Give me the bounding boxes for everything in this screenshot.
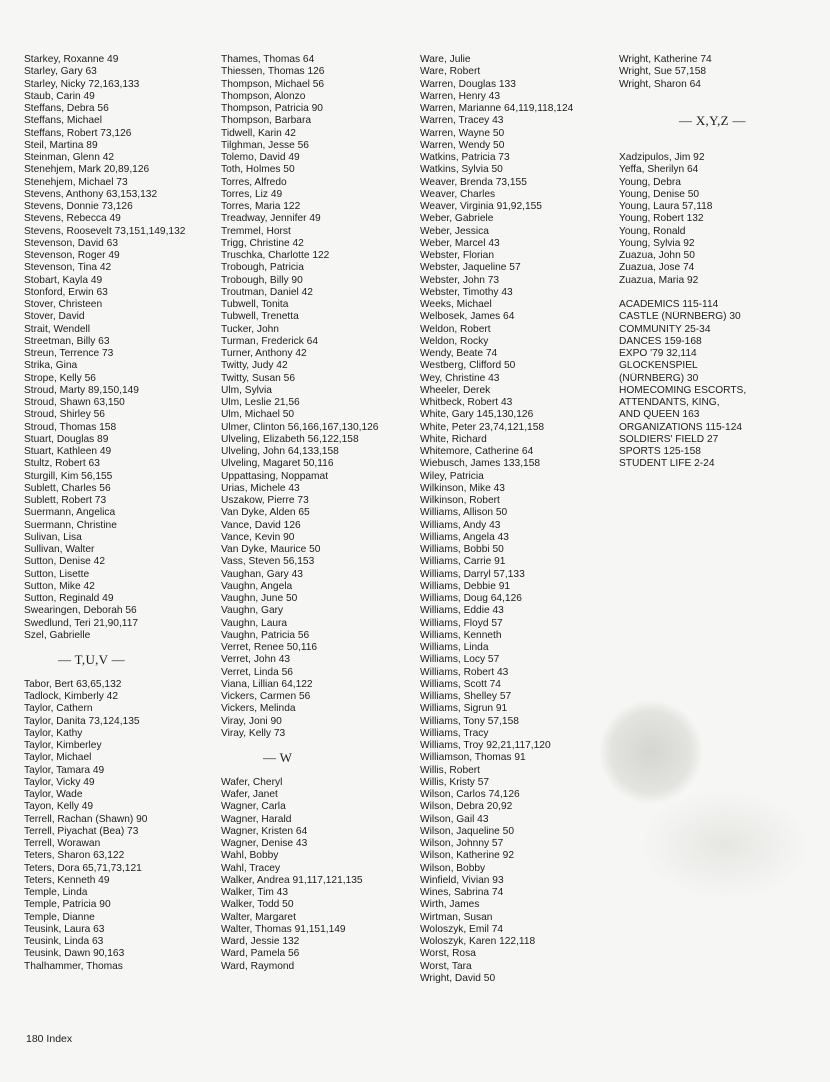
index-entry: Ulveling, John 64,133,158	[221, 446, 339, 457]
spacer	[619, 103, 824, 115]
index-entry: Walker, Todd 50	[221, 899, 294, 911]
index-entry: Stuart, Kathleen 49	[24, 446, 112, 457]
index-entry: Worst, Tara	[420, 960, 472, 972]
index-entry: Weldon, Robert	[420, 323, 491, 335]
index-entry: Walker, Andrea 91,117,121,135	[221, 874, 363, 886]
index-column-3	[420, 54, 615, 985]
index-column-4	[619, 54, 824, 471]
index-entry: Steffans, Robert 73,126	[24, 127, 132, 139]
index-entry: Wilson, Bobby	[420, 862, 486, 874]
index-entry: Viray, Kelly 73	[221, 727, 286, 739]
index-entry: Young, Robert 132	[619, 213, 704, 225]
index-entry: Vance, Kevin 90	[221, 531, 295, 543]
index-entry: Woloszyk, Emil 74	[420, 923, 504, 935]
index-entry: Young, Debra	[619, 176, 681, 188]
index-entry: Stover, Christeen	[24, 299, 103, 310]
index-entry: Suermann, Angelica	[24, 507, 116, 519]
index-entry: Wilson, Gail 43	[420, 813, 489, 825]
index-entry: Vaughn, Patricia 56	[221, 629, 310, 641]
index-entry: DANCES 159-168	[619, 335, 702, 347]
index-entry: Turman, Frederick 64	[221, 335, 318, 347]
index-entry: Taylor, Vicky 49	[24, 776, 95, 788]
index-entry: Vickers, Melinda	[221, 703, 296, 715]
index-entry: Sutton, Denise 42	[24, 556, 105, 568]
index-entry: Wilson, Jaqueline 50	[420, 825, 515, 837]
index-entry: Ware, Julie	[420, 54, 471, 65]
index-entry: SPORTS 125-158	[619, 446, 701, 457]
spacer	[619, 128, 824, 140]
index-entry: Welbosek, James 64	[420, 311, 515, 323]
index-entry: Young, Ronald	[619, 225, 686, 237]
index-entry: Thompson, Barbara	[221, 115, 312, 127]
index-entry: Williams, Troy 92,21,117,120	[420, 740, 551, 751]
index-entry: Urias, Michele 43	[221, 482, 300, 494]
index-entry: Strait, Wendell	[24, 323, 91, 335]
index-entry: Warren, Marianne 64,119,118,124	[420, 103, 574, 114]
index-entry: Wilkinson, Mike 43	[420, 482, 505, 494]
index-entry: Wilkinson, Robert	[420, 495, 500, 506]
page-footer: 180 Index	[26, 1033, 73, 1045]
index-entry: Terrell, Piyachat (Bea) 73	[24, 825, 139, 837]
index-entry: Williams, Linda	[420, 642, 489, 653]
index-entry: Williams, Carrie 91	[420, 556, 506, 568]
index-entry: Williams, Allison 50	[420, 507, 508, 519]
index-entry: Teters, Sharon 63,122	[24, 850, 125, 862]
index-entry: Weeks, Michael	[420, 299, 492, 310]
index-entry: Williams, Tony 57,158	[420, 715, 519, 727]
index-entry: Verret, John 43	[221, 654, 291, 666]
index-entry: Vaughn, Angela	[221, 580, 293, 592]
index-entry: Williams, Eddie 43	[420, 605, 504, 617]
index-entry: Treadway, Jennifer 49	[221, 213, 321, 225]
index-entry: Tidwell, Karin 42	[221, 127, 296, 139]
index-entry: Torres, Liz 49	[221, 188, 283, 200]
index-entry: Sullivan, Walter	[24, 544, 95, 555]
index-entry: Wey, Christine 43	[420, 372, 500, 384]
index-entry: White, Richard	[420, 433, 487, 445]
index-entry: Wilson, Johnny 57	[420, 838, 504, 849]
index-entry: Tayon, Kelly 49	[24, 801, 94, 813]
index-entry: Van Dyke, Maurice 50	[221, 544, 321, 555]
index-entry: Staub, Carin 49	[24, 90, 95, 102]
index-entry: Tabor, Bert 63,65,132	[24, 678, 122, 690]
index-entry: Taylor, Wade	[24, 789, 83, 800]
index-entry: Williams, Robert 43	[420, 666, 509, 678]
index-entry: Strope, Kelly 56	[24, 372, 96, 384]
spacer	[221, 765, 416, 777]
index-entry: Weaver, Brenda 73,155	[420, 176, 527, 188]
index-entry: Szel, Gabrielle	[24, 629, 91, 641]
index-entry: Weber, Jessica	[420, 225, 489, 237]
index-entry: Van Dyke, Alden 65	[221, 507, 310, 519]
index-entry: Wright, David 50	[420, 972, 496, 984]
index-entry: Wines, Sabrina 74	[420, 887, 504, 898]
index-entry: Weaver, Charles	[420, 188, 496, 200]
index-entry: Strika, Gina	[24, 360, 78, 372]
index-entry: Williams, Angela 43	[420, 531, 509, 543]
index-entry: Truschka, Charlotte 122	[221, 250, 330, 261]
index-entry: STUDENT LIFE 2-24	[619, 458, 715, 470]
index-entry: Tolemo, David 49	[221, 152, 300, 163]
index-entry: (NÜRNBERG) 30	[619, 372, 699, 384]
index-entry: White, Gary 145,130,126	[420, 409, 534, 421]
index-entry: Stevens, Roosevelt 73,151,149,132	[24, 225, 186, 237]
index-entry: Weber, Gabriele	[420, 213, 494, 225]
index-entry: Vaughn, June 50	[221, 593, 298, 604]
index-entry: Trobough, Patricia	[221, 262, 304, 274]
spacer	[619, 91, 824, 103]
index-entry: Starkey, Roxanne 49	[24, 54, 119, 65]
index-entry: Whitbeck, Robert 43	[420, 397, 513, 408]
index-entry: Walter, Thomas 91,151,149	[221, 923, 346, 935]
index-column-2	[221, 54, 416, 973]
index-entry: Teters, Dora 65,71,73,121	[24, 862, 142, 874]
index-entry: Webster, Florian	[420, 250, 494, 261]
index-entry: Tubwell, Trenetta	[221, 311, 299, 323]
index-entry: Weber, Marcel 43	[420, 237, 500, 249]
index-entry: Toth, Holmes 50	[221, 164, 295, 176]
section-heading: — T,U,V —	[58, 654, 125, 667]
index-entry: Taylor, Danita 73,124,135	[24, 715, 140, 727]
index-entry: Wafer, Cheryl	[221, 776, 283, 788]
index-entry: Teusink, Dawn 90,163	[24, 948, 125, 960]
index-entry: Taylor, Kimberley	[24, 740, 102, 751]
index-entry: Vickers, Carmen 56	[221, 691, 311, 702]
index-entry: Starley, Nicky 72,163,133	[24, 78, 140, 90]
index-entry: Verret, Renee 50,116	[221, 642, 318, 653]
index-entry: Williams, Darryl 57,133	[420, 568, 525, 580]
index-entry: Steffans, Debra 56	[24, 103, 109, 114]
index-entry: Williams, Floyd 57	[420, 617, 503, 629]
index-entry: White, Peter 23,74,121,158	[420, 421, 545, 433]
index-entry: Ulm, Sylvia	[221, 384, 272, 396]
index-column-1	[24, 54, 214, 973]
index-entry: Stobart, Kayla 49	[24, 274, 103, 286]
index-entry: Teusink, Laura 63	[24, 923, 105, 935]
spacer	[24, 642, 214, 654]
index-entry: Young, Denise 50	[619, 188, 700, 200]
index-entry: Tremmel, Horst	[221, 225, 291, 237]
index-entry: Stuart, Douglas 89	[24, 433, 109, 445]
index-entry: Sutton, Reginald 49	[24, 593, 114, 604]
spacer	[24, 667, 214, 679]
index-entry: Wagner, Kristen 64	[221, 825, 308, 837]
index-entry: Warren, Douglas 133	[420, 78, 516, 90]
index-entry: HOMECOMING ESCORTS,	[619, 384, 747, 396]
index-entry: Wirtman, Susan	[420, 911, 493, 923]
index-entry: Warren, Wayne 50	[420, 127, 505, 139]
index-entry: Stevens, Rebecca 49	[24, 213, 121, 225]
spacer	[221, 740, 416, 752]
index-entry: Thompson, Alonzo	[221, 90, 306, 102]
index-entry: Twitty, Susan 56	[221, 372, 295, 384]
index-entry: Stroud, Shawn 63,150	[24, 397, 125, 408]
index-entry: Ward, Raymond	[221, 960, 295, 972]
index-entry: Stevens, Donnie 73,126	[24, 201, 133, 212]
index-entry: Steil, Martina 89	[24, 139, 98, 151]
index-entry: COMMUNITY 25-34	[619, 323, 711, 335]
index-entry: Williams, Tracy	[420, 727, 489, 739]
index-entry: Temple, Dianne	[24, 911, 95, 923]
index-entry: Watkins, Patricia 73	[420, 152, 510, 163]
index-entry: Vaughn, Laura	[221, 617, 288, 629]
index-entry: Webster, John 73	[420, 274, 500, 286]
index-entry: Stenehjem, Mark 20,89,126	[24, 164, 150, 176]
index-entry: Wahl, Bobby	[221, 850, 279, 862]
index-entry: Ulm, Leslie 21,56	[221, 397, 300, 408]
paper-stain	[640, 790, 810, 900]
index-entry: Taylor, Tamara 49	[24, 764, 105, 776]
index-entry: Wilson, Debra 20,92	[420, 801, 513, 813]
index-entry: Thompson, Patricia 90	[221, 103, 323, 114]
index-entry: Tadlock, Kimberly 42	[24, 691, 118, 702]
index-entry: Swearingen, Deborah 56	[24, 605, 137, 617]
index-entry: Sutton, Lisette	[24, 568, 90, 580]
index-entry: Wright, Sue 57,158	[619, 66, 707, 78]
index-entry: Suermann, Christine	[24, 519, 117, 531]
index-entry: Warren, Tracey 43	[420, 115, 504, 127]
index-entry: Stevens, Anthony 63,153,132	[24, 188, 158, 200]
index-entry: Vass, Steven 56,153	[221, 556, 315, 568]
index-entry: Wright, Katherine 74	[619, 54, 712, 65]
index-entry: Sublett, Robert 73	[24, 495, 107, 506]
index-entry: Thames, Thomas 64	[221, 54, 315, 65]
index-entry: Woloszyk, Karen 122,118	[420, 936, 536, 947]
index-entry: Stroud, Shirley 56	[24, 409, 105, 421]
index-entry: Ulmer, Clinton 56,166,167,130,126	[221, 421, 379, 433]
index-entry: Ulveling, Elizabeth 56,122,158	[221, 433, 359, 445]
index-entry: Ulm, Michael 50	[221, 409, 295, 421]
index-entry: Turner, Anthony 42	[221, 348, 307, 359]
index-entry: Trobough, Billy 90	[221, 274, 303, 286]
index-entry: Vaughn, Gary	[221, 605, 284, 617]
index-entry: Taylor, Cathern	[24, 703, 93, 715]
index-entry: Teusink, Linda 63	[24, 936, 104, 947]
index-entry: Wilson, Katherine 92	[420, 850, 515, 862]
index-entry: Terrell, Worawan	[24, 838, 101, 849]
index-entry: Stevenson, Roger 49	[24, 250, 120, 261]
index-entry: Trigg, Christine 42	[221, 237, 304, 249]
index-entry: Teters, Kenneth 49	[24, 874, 110, 886]
index-entry: Ward, Pamela 56	[221, 948, 300, 960]
index-entry: Temple, Linda	[24, 887, 88, 898]
index-entry: Wafer, Janet	[221, 789, 278, 800]
index-entry: Williams, Debbie 91	[420, 580, 511, 592]
index-entry: Stonford, Erwin 63	[24, 286, 108, 298]
index-entry: ORGANIZATIONS 115-124	[619, 421, 743, 433]
index-entry: Webster, Jaqueline 57	[420, 262, 521, 274]
index-entry: Sulivan, Lisa	[24, 531, 82, 543]
index-entry: Taylor, Kathy	[24, 727, 83, 739]
index-entry: Uszakow, Pierre 73	[221, 495, 309, 506]
index-entry: Warren, Wendy 50	[420, 139, 505, 151]
index-entry: Williams, Andy 43	[420, 519, 501, 531]
index-entry: Sturgill, Kim 56,155	[24, 470, 113, 482]
index-entry: Williams, Kenneth	[420, 629, 502, 641]
index-entry: Terrell, Rachan (Shawn) 90	[24, 813, 148, 825]
index-entry: Warren, Henry 43	[420, 90, 501, 102]
index-entry: Thiessen, Thomas 126	[221, 66, 325, 78]
index-entry: Ware, Robert	[420, 66, 481, 78]
index-entry: Wheeler, Derek	[420, 384, 491, 396]
spacer	[619, 140, 824, 152]
index-entry: Williams, Locy 57	[420, 654, 500, 666]
index-entry: Weldon, Rocky	[420, 335, 489, 347]
index-entry: Vance, David 126	[221, 519, 301, 531]
index-entry: Starley, Gary 63	[24, 66, 97, 78]
index-entry: Zuazua, Maria 92	[619, 274, 699, 286]
index-entry: Stroud, Thomas 158	[24, 421, 117, 433]
paper-stain	[600, 700, 702, 804]
index-entry: EXPO '79 32,114	[619, 348, 697, 359]
index-entry: SOLDIERS' FIELD 27	[619, 433, 719, 445]
index-entry: Williams, Sigrun 91	[420, 703, 508, 715]
section-heading: — X,Y,Z —	[679, 115, 746, 128]
index-entry: Torres, Alfredo	[221, 176, 287, 188]
index-entry: Webster, Timothy 43	[420, 286, 513, 298]
index-entry: Stevenson, David 63	[24, 237, 119, 249]
index-entry: Wagner, Denise 43	[221, 838, 308, 849]
index-entry: Verret, Linda 56	[221, 666, 293, 678]
index-entry: Wilson, Carlos 74,126	[420, 789, 520, 800]
index-entry: Whitemore, Catherine 64	[420, 446, 534, 457]
index-entry: Winfield, Vivian 93	[420, 874, 504, 886]
index-entry: Stover, David	[24, 311, 85, 323]
section-heading: — W	[263, 752, 293, 765]
index-entry: Thalhammer, Thomas	[24, 960, 123, 972]
index-entry: Wright, Sharon 64	[619, 78, 701, 90]
index-entry: Wirth, James	[420, 899, 480, 911]
index-entry: CASTLE (NÜRNBERG) 30	[619, 311, 741, 323]
index-entry: Wiebusch, James 133,158	[420, 458, 541, 470]
index-entry: Stenehjem, Michael 73	[24, 176, 128, 188]
index-entry: Twitty, Judy 42	[221, 360, 288, 372]
index-entry: Stroud, Marty 89,150,149	[24, 384, 139, 396]
index-entry: Viana, Lillian 64,122	[221, 678, 313, 690]
index-entry: Young, Laura 57,118	[619, 201, 713, 212]
index-entry: Wagner, Harald	[221, 813, 292, 825]
index-entry: Sublett, Charles 56	[24, 482, 111, 494]
index-entry: AND QUEEN 163	[619, 409, 700, 421]
index-entry: Vaughan, Gary 43	[221, 568, 303, 580]
index-entry: Tilghman, Jesse 56	[221, 139, 309, 151]
index-entry: Steffans, Michael	[24, 115, 102, 127]
index-entry: Watkins, Sylvia 50	[420, 164, 503, 176]
index-entry: Young, Sylvia 92	[619, 237, 695, 249]
index-entry: GLOCKENSPIEL	[619, 360, 698, 372]
index-entry: Yeffa, Sherilyn 64	[619, 164, 699, 176]
index-entry: Zuazua, Jose 74	[619, 262, 695, 274]
index-entry: Worst, Rosa	[420, 948, 476, 960]
index-entry: Streetman, Billy 63	[24, 335, 110, 347]
index-entry: Taylor, Michael	[24, 752, 92, 764]
index-entry: Wendy, Beate 74	[420, 348, 498, 359]
index-entry: ATTENDANTS, KING,	[619, 397, 720, 408]
spacer	[619, 287, 824, 299]
index-entry: Sutton, Mike 42	[24, 580, 95, 592]
index-entry: Streun, Terrence 73	[24, 348, 114, 359]
index-entry: Weaver, Virginia 91,92,155	[420, 201, 542, 212]
index-entry: Steinman, Glenn 42	[24, 152, 115, 163]
index-entry: Thompson, Michael 56	[221, 78, 325, 90]
index-entry: Walker, Tim 43	[221, 887, 288, 898]
index-entry: ACADEMICS 115-114	[619, 299, 719, 310]
index-entry: Temple, Patricia 90	[24, 899, 111, 911]
index-entry: Williams, Scott 74	[420, 678, 501, 690]
index-entry: Williams, Doug 64,126	[420, 593, 522, 604]
index-entry: Troutman, Daniel 42	[221, 286, 313, 298]
index-entry: Williamson, Thomas 91	[420, 752, 526, 764]
index-entry: Willis, Kristy 57	[420, 776, 490, 788]
index-entry: Westberg, Clifford 50	[420, 360, 516, 372]
index-entry: Williams, Shelley 57	[420, 691, 512, 702]
index-entry: Ward, Jessie 132	[221, 936, 300, 947]
index-entry: Uppattasing, Noppamat	[221, 470, 329, 482]
index-entry: Williams, Bobbi 50	[420, 544, 504, 555]
index-entry: Swedlund, Teri 21,90,117	[24, 617, 139, 629]
index-entry: Stevenson, Tina 42	[24, 262, 112, 274]
index-entry: Torres, Maria 122	[221, 201, 301, 212]
index-entry: Wagner, Carla	[221, 801, 286, 813]
index-entry: Tucker, John	[221, 323, 279, 335]
index-entry: Tubwell, Tonita	[221, 299, 289, 310]
index-entry: Xadzipulos, Jim 92	[619, 152, 705, 163]
index-entry: Stultz, Robert 63	[24, 458, 100, 470]
index-entry: Wahl, Tracey	[221, 862, 281, 874]
index-entry: Zuazua, John 50	[619, 250, 695, 261]
index-entry: Viray, Joni 90	[221, 715, 282, 727]
index-entry: Ulveling, Magaret 50,116	[221, 458, 334, 470]
index-entry: Walter, Margaret	[221, 911, 296, 923]
index-entry: Wiley, Patricia	[420, 470, 484, 482]
index-entry: Willis, Robert	[420, 764, 481, 776]
